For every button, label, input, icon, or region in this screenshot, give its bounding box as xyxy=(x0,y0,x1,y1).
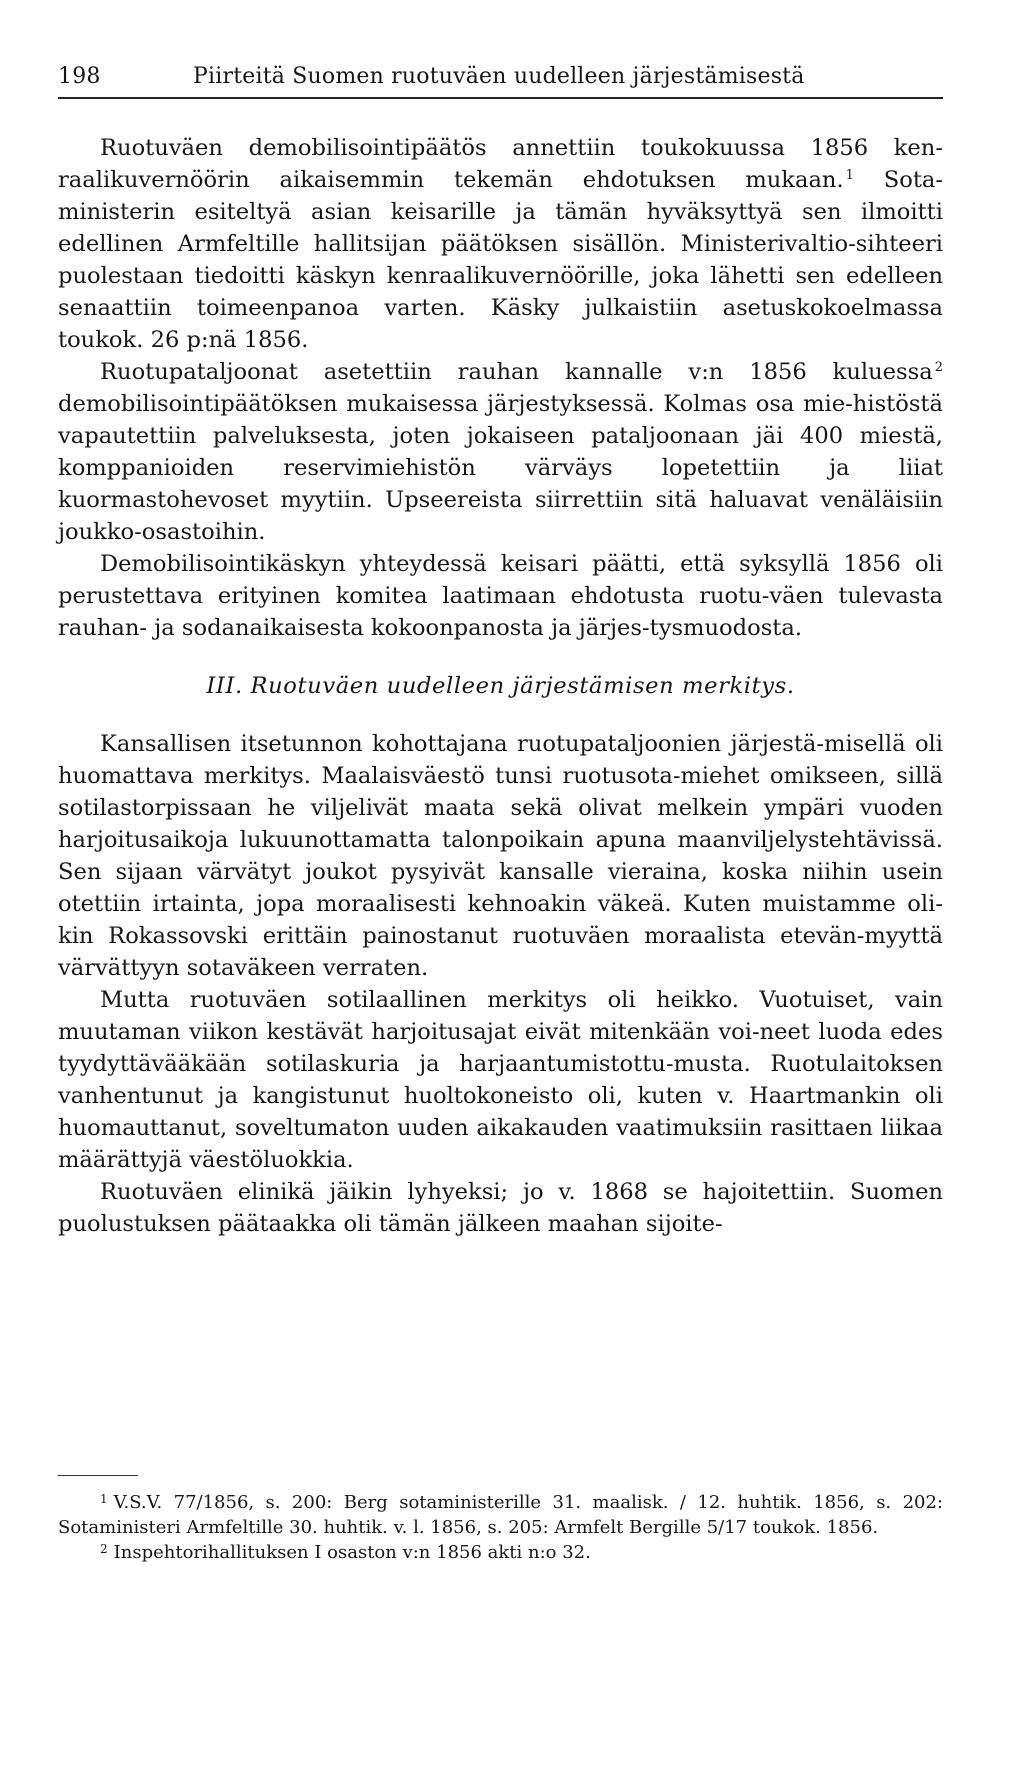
paragraph: Ruotuväen demobilisointipäätös annettiin toukokuussa 1856 ken-raalikuvernöörin aikaisemmin tekemän ehdotuksen mukaan. $^1$ Sota-ministerin esiteltyä asian keisarille ja tämän hyväksyttyä sen ilmoitti edellinen Armfeltille hallitsijan päätöksen sisällön. Ministerivaltio-sihteeri puolestaan tiedoitti käskyn kenraalikuvernöörille, joka lähetti sen edelleen senaattiin toimeenpanoa varten. Käsky julkaistiin asetuskokoelmassa toukok. 26 p:nä 1856. xyxy=(58,135,944,353)
paragraph: Kansallisen itsetunnon kohottajana ruotupataljoonien järjestä-misellä oli huomattava merkitys. Maalaisväestö tunsi ruotusota-miehet omikseen, sillä sotilastorpissaan he viljelivät maata sekä olivat melkein ympäri vuoden harjoitusaikoja lukuunottamatta talonpoikain apuna maanviljelystehtävissä. Sen sijaan värvätyt joukot pysyivät kansalle vieraina, koska niihin usein otettiin irtainta, jopa moraalisesti kehnoakin väkeä. Kuten muistamme oli-kin Rokassovski erittäin painostanut ruotuväen moraalista etevän-myyttä värvättyyn sotaväkeen verraten. xyxy=(58,731,943,981)
paragraph: Ruotuväen elinikä jäikin lyhyeksi; jo v. 1868 se hajoitettiin. Suomen puolustuksen päätaakka oli tämän jälkeen maahan sijoite- xyxy=(58,1179,943,1237)
footnote-mark: 2 xyxy=(100,1542,108,1556)
footnote-rule xyxy=(58,1475,138,1476)
document-page xyxy=(58,0,943,1766)
body-text xyxy=(58,132,943,1240)
running-head xyxy=(58,64,943,94)
footnote-ref-2[interactable]: 2 xyxy=(934,360,943,375)
footnotes xyxy=(58,1490,943,1565)
footnote-text: Inspehtorihallituksen I osaston v:n 1856 akti n:o 32. xyxy=(113,1542,591,1563)
paragraph: Demobilisointikäskyn yhteydessä keisari päätti, että syksyllä 1856 oli perustettava erityinen komitea laatimaan ehdotusta ruotu-väen tulevasta rauhan- ja sodanaikaisesta kokoonpanosta ja järjes-tysmuodosta. xyxy=(58,551,943,641)
footnote-text: V.S.V. 77/1856, s. 200: Berg sotaministerille 31. maalisk. / 12. huhtik. 1856, s. 202: Sotaministeri Armfeltille 30. huhtik. v. l. 1856, s. 205: Armfelt Bergille 5/17 toukok. 1856. xyxy=(58,1492,943,1538)
paragraph: Ruotupataljoonat asetettiin rauhan kannalle v:n 1856 kuluessa $^2$ demobilisointipäätöksen mukaisessa järjestyksessä. Kolmas osa mie-histöstä vapautettiin palveluksesta, joten jokaiseen pataljoonaan jäi 400 miestä, komppanioiden reservimiehistön värväys lopetettiin ja liiat kuormastohevoset myytiin. Upseereista siirrettiin sitä haluavat venäläisiin joukko-osastoihin. xyxy=(58,359,943,545)
paragraph: Mutta ruotuväen sotilaallinen merkitys oli heikko. Vuotuiset, vain muutaman viikon kestävät harjoitusajat eivät mitenkään voi-neet luoda edes tyydyttävääkään sotilaskuria ja harjaantumistottu-musta. Ruotulaitoksen vanhentunut ja kangistunut huoltokoneisto oli, kuten v. Haartmankin oli huomauttanut, soveltumaton uuden aikakauden vaatimuksiin rasittaen liikaa määrättyjä väestöluokkia. xyxy=(58,987,943,1173)
footnote-mark: 1 xyxy=(100,1492,108,1506)
page-number: 198 xyxy=(58,64,101,89)
footnote-1 xyxy=(58,1490,943,1540)
header-rule xyxy=(58,97,943,99)
footnote-ref-1[interactable]: 1 xyxy=(845,168,854,183)
running-head-title: Piirteitä Suomen ruotuväen uudelleen järjestämisestä xyxy=(193,64,805,89)
section-heading: III. Ruotuväen uudelleen järjestämisen merkitys. xyxy=(206,673,795,699)
footnote-2 xyxy=(58,1540,943,1565)
